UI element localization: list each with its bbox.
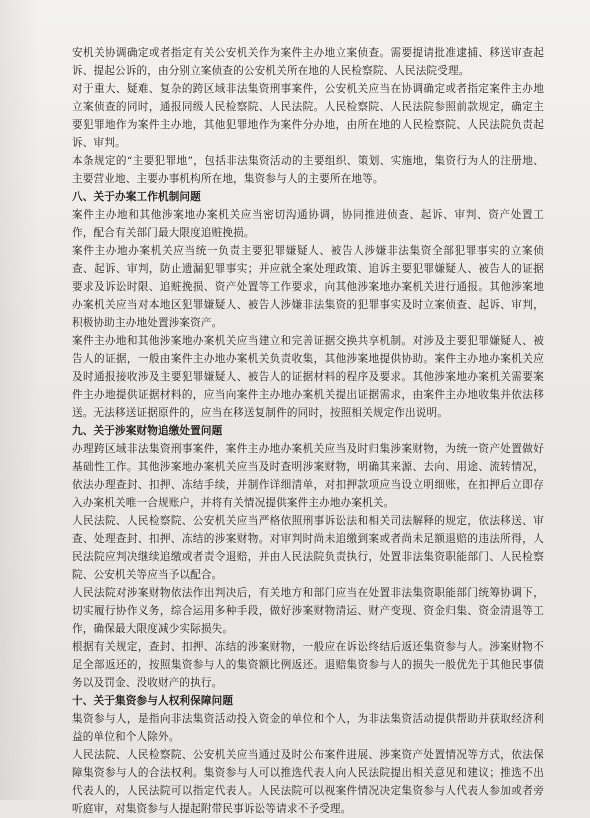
body-paragraph: 案件主办地和其他涉案地办案机关应当建立和完善证据交换共享机制。对涉及主要犯罪嫌疑人、被告人的证据，一般由案件主办地办案机关负责收集，其他涉案地提供协助。案件主办地办案机关应及时通报接收涉及主要犯罪嫌疑人、被告人的证据材料的程序及要求。其他涉案地办案机关需要案件主办地提供证据材料的，应当向案件主办地办案机关提出证据需求，由案件主办地收集并依法移送。无法移送证据原件的，应当在移送复制件的同时，按照相关规定作出说明。 [72,335,544,419]
body-paragraph: 案件主办地和其他涉案地办案机关应当密切沟通协调，协同推进侦查、起诉、审判、资产处置工作，配合有关部门最大限度追赃挽损。 [72,209,544,239]
body-paragraph: 根据有关规定，查封、扣押、冻结的涉案财物，一般应在诉讼终结后返还集资参与人。涉案财物不足全部返还的，按照集资参与人的集资额比例返还。退赔集资参与人的损失一般优先于其他民事债务以及罚金、没收财产的执行。 [72,641,544,689]
body-paragraph: 办理跨区域非法集资刑事案件，案件主办地办案机关应当及时归集涉案财物，为统一资产处置做好基础性工作。其他涉案地办案机关应当及时查明涉案财物，明确其来源、去向、用途、流转情况，依法办理查封、扣押、冻结手续，并制作详细清单，对扣押款项应当设立明细账，在扣押后立即存入办案机关唯一合规账户，并将有关情况提供案件主办地办案机关。 [72,443,544,509]
body-paragraph: 人民法院对涉案财物依法作出判决后，有关地方和部门应当在处置非法集资职能部门统筹协调下，切实履行协作义务，综合运用多种手段，做好涉案财物清运、财产变现、资金归集、资金清退等工作，确保最大限度减少实际损失。 [72,587,544,635]
body-paragraph: 人民法院、人民检察院、公安机关应当通过及时公布案件进展、涉案资产处置情况等方式，依法保障集资参与人的合法权利。集资参与人可以推选代表人向人民法院提出相关意见和建议；推选不出代表人的，人民法院可以指定代表人。人民法院可以视案件情况决定集资参与人代表人参加或者旁听庭审，对集资参与人提起附带民事诉讼等请求不予受理。 [72,749,544,815]
body-paragraph: 本条规定的“主要犯罪地”，包括非法集资活动的主要组织、策划、实施地，集资行为人的注册地、主要营业地、主要办事机构所在地，集资参与人的主要所在地等。 [72,155,544,185]
document-body [72,44,544,818]
body-paragraph: 对于重大、疑难、复杂的跨区域非法集资刑事案件，公安机关应当在协调确定或者指定案件主办地立案侦查的同时，通报同级人民检察院、人民法院。人民检察院、人民法院参照前款规定，确定主要犯罪地作为案件主办地，其他犯罪地作为案件分办地，由所在地的人民检察院、人民法院负责起诉、审判。 [72,83,544,149]
body-paragraph: 人民法院、人民检察院、公安机关应当严格依照刑事诉讼法和相关司法解释的规定，依法移送、审查、处理查封、扣押、冻结的涉案财物。对审判时尚未追缴到案或者尚未足额退赔的违法所得，人民法院应判决继续追缴或者责令退赔，并由人民法院负责执行，处置非法集资职能部门、人民检察院、公安机关等应当予以配合。 [72,515,544,581]
section-heading: 九、关于涉案财物追缴处置问题 [72,425,223,437]
body-paragraph: 安机关协调确定或者指定有关公安机关作为案件主办地立案侦查。需要提请批准逮捕、移送审查起诉、提起公诉的，由分别立案侦查的公安机关所在地的人民检察院、人民法院受理。 [72,47,544,77]
section-heading: 十、关于集资参与人权利保障问题 [72,695,234,707]
body-paragraph: 案件主办地办案机关应当统一负责主要犯罪嫌疑人、被告人涉嫌非法集资全部犯罪事实的立案侦查、起诉、审判，防止遗漏犯罪事实；并应就全案处理政策、追诉主要犯罪嫌疑人、被告人的证据要求及诉讼时限、追赃挽损、资产处置等工作要求，向其他涉案地办案机关进行通报。其他涉案地办案机关应当对本地区犯罪嫌疑人、被告人涉嫌非法集资的犯罪事实及时立案侦查、起诉、审判，积极协助主办地处置涉案资产。 [72,245,544,329]
section-heading: 八、关于办案工作机制问题 [72,191,201,203]
body-paragraph: 集资参与人，是指向非法集资活动投入资金的单位和个人，为非法集资活动提供帮助并获取经济利益的单位和个人除外。 [72,713,544,743]
